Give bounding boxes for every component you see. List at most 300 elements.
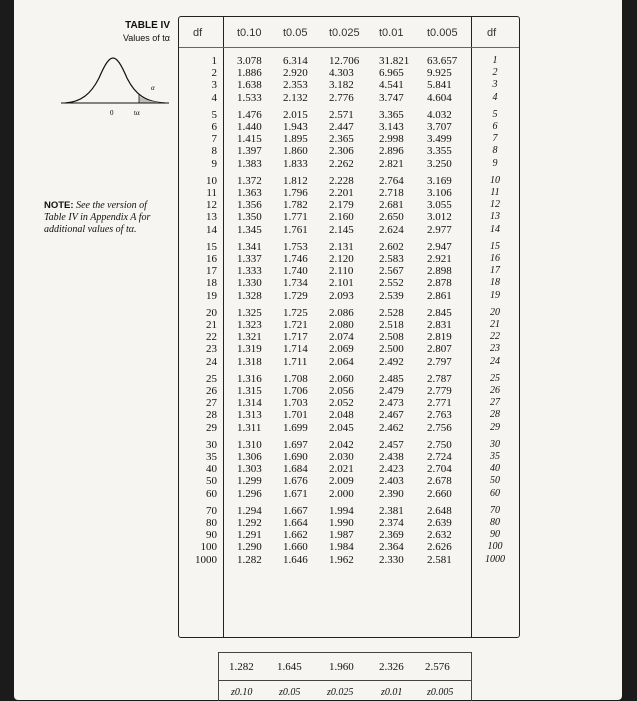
- row-df: 11: [206, 187, 217, 199]
- row-df: 15: [206, 240, 217, 253]
- row-value: 2.632: [427, 529, 452, 542]
- row-df: 7: [211, 133, 217, 146]
- row-value: 6.965: [379, 67, 404, 80]
- row-value: 1.397: [237, 145, 262, 158]
- row-value: 5.841: [427, 79, 452, 92]
- row-df: 70: [206, 504, 217, 517]
- row-df: 21: [206, 319, 217, 331]
- row-value: 1.638: [237, 79, 262, 92]
- table-row: [179, 488, 519, 500]
- row-value: 2.330: [379, 553, 404, 566]
- table-caption: [106, 20, 170, 44]
- row-value: 2.030: [329, 451, 354, 463]
- row-df-right: 2: [492, 67, 498, 79]
- table-row: [179, 373, 519, 385]
- row-df-right: 28: [490, 409, 500, 421]
- row-value: 2.819: [427, 331, 452, 344]
- row-value: 1.667: [283, 504, 308, 517]
- row-value: 2.060: [329, 372, 354, 385]
- row-df-right: 12: [490, 199, 500, 211]
- row-value: 4.032: [427, 108, 452, 121]
- row-value: 2.947: [427, 240, 452, 253]
- row-value: 1.676: [283, 475, 308, 488]
- table-row: [179, 133, 519, 145]
- row-value: 3.169: [427, 174, 452, 187]
- row-value: 2.447: [329, 121, 354, 133]
- row-value: 1.782: [283, 199, 308, 212]
- table-row: [179, 422, 519, 434]
- row-df: 26: [206, 385, 217, 397]
- row-value: 2.145: [329, 223, 354, 236]
- row-value: 2.583: [379, 253, 404, 265]
- row-df-right: 35: [490, 451, 500, 462]
- row-df-right: 23: [490, 343, 500, 355]
- row-value: 3.707: [427, 121, 452, 133]
- row-df: 10: [206, 174, 217, 187]
- header-df-right: df: [487, 27, 497, 39]
- row-value: 2.660: [427, 487, 452, 500]
- row-df: 19: [206, 289, 217, 302]
- table-row: [179, 187, 519, 199]
- row-value: 2.552: [379, 277, 404, 290]
- table-row: [179, 554, 519, 566]
- row-df: 5: [211, 108, 217, 121]
- row-value: 3.182: [329, 79, 354, 92]
- row-value: 2.896: [379, 145, 404, 158]
- row-df-right: 8: [492, 145, 498, 157]
- row-value: 1.318: [237, 355, 262, 368]
- row-value: 2.581: [427, 553, 452, 566]
- row-value: 2.228: [329, 174, 354, 187]
- row-value: 2.353: [283, 79, 308, 92]
- row-value: 1.734: [283, 277, 308, 290]
- row-df-right: 50: [490, 475, 500, 487]
- row-value: 1.533: [237, 91, 262, 104]
- row-df: 27: [206, 397, 217, 410]
- row-value: 1.319: [237, 343, 262, 356]
- row-value: 3.747: [379, 91, 404, 104]
- curve-t-alpha-label: tα: [134, 109, 140, 117]
- row-value: 2.977: [427, 223, 452, 236]
- table-page: [14, 0, 622, 700]
- row-df: 4: [211, 91, 217, 104]
- table-row: [179, 475, 519, 487]
- row-value: 2.056: [329, 385, 354, 397]
- row-value: 2.624: [379, 223, 404, 236]
- row-value: 2.898: [427, 265, 452, 278]
- row-value: 1.664: [283, 517, 308, 529]
- row-value: 2.423: [379, 463, 404, 476]
- row-value: 2.403: [379, 475, 404, 488]
- row-value: 9.925: [427, 67, 452, 80]
- row-df: 12: [206, 199, 217, 212]
- row-value: 2.009: [329, 475, 354, 488]
- row-value: 2.048: [329, 409, 354, 422]
- curve-alpha-label: α: [151, 84, 155, 92]
- row-df: 24: [206, 355, 217, 368]
- row-df-right: 30: [490, 438, 500, 450]
- row-value: 1.860: [283, 145, 308, 158]
- row-df: 28: [206, 409, 217, 422]
- row-value: 2.998: [379, 133, 404, 146]
- row-value: 1.328: [237, 289, 262, 302]
- row-value: 2.485: [379, 372, 404, 385]
- row-value: 1.303: [237, 463, 262, 476]
- row-value: 2.160: [329, 211, 354, 224]
- row-value: 1.292: [237, 517, 262, 529]
- row-value: 1.313: [237, 409, 262, 422]
- row-value: 3.078: [237, 55, 262, 67]
- row-value: 1.697: [283, 438, 308, 451]
- table-row: [179, 451, 519, 463]
- row-value: 2.861: [427, 289, 452, 302]
- row-value: 1.711: [283, 355, 308, 368]
- row-value: 2.080: [329, 319, 354, 331]
- row-df-right: 18: [490, 277, 500, 289]
- row-value: 2.042: [329, 438, 354, 451]
- table-row: [179, 439, 519, 451]
- t-table: [178, 16, 520, 638]
- row-df-right: 4: [492, 91, 498, 103]
- row-value: 1.282: [237, 553, 262, 566]
- row-value: 1.740: [283, 265, 308, 278]
- row-value: 2.681: [379, 199, 404, 212]
- row-value: 2.374: [379, 517, 404, 529]
- row-value: 1.771: [283, 211, 308, 224]
- row-value: 2.101: [329, 277, 354, 290]
- table-row: [179, 211, 519, 223]
- row-df: 3: [211, 79, 217, 92]
- note-text: See the version of Table IV in Appendix A for additional values of tα.: [44, 200, 151, 235]
- row-value: 2.381: [379, 504, 404, 517]
- row-value: 2.052: [329, 397, 354, 410]
- table-row: [179, 331, 519, 343]
- row-df: 29: [206, 421, 217, 434]
- table-row: [179, 277, 519, 289]
- row-df: 80: [206, 517, 217, 529]
- row-value: 4.541: [379, 79, 404, 92]
- row-value: 1.311: [237, 421, 262, 434]
- row-value: 2.479: [379, 385, 404, 397]
- row-df-right: 20: [490, 306, 500, 318]
- row-value: 2.807: [427, 343, 452, 356]
- row-value: 1.660: [283, 541, 308, 554]
- table-row: [179, 397, 519, 409]
- row-value: 2.201: [329, 187, 354, 199]
- row-df: 14: [206, 223, 217, 236]
- row-df: 13: [206, 211, 217, 224]
- z-value: 1.282: [229, 661, 254, 673]
- row-value: 1.341: [237, 240, 262, 253]
- row-value: 3.012: [427, 211, 452, 224]
- row-value: 1.306: [237, 451, 262, 463]
- row-df-right: 7: [492, 133, 498, 145]
- row-df-right: 21: [490, 319, 500, 330]
- row-df: 1000: [195, 553, 217, 566]
- row-df-right: 22: [490, 331, 500, 343]
- row-value: 2.797: [427, 355, 452, 368]
- row-value: 12.706: [329, 55, 360, 67]
- row-value: 3.250: [427, 157, 452, 170]
- row-value: 1.690: [283, 451, 308, 463]
- row-value: 1.962: [329, 553, 354, 566]
- row-value: 2.110: [329, 265, 354, 278]
- row-df-right: 6: [492, 121, 498, 132]
- row-value: 2.779: [427, 385, 452, 397]
- row-df: 16: [206, 253, 217, 265]
- table-subtitle: Values of tα: [122, 33, 170, 43]
- row-df-right: 15: [490, 240, 500, 252]
- table-row: [179, 253, 519, 265]
- row-df-right: 24: [490, 355, 500, 367]
- row-value: 4.303: [329, 67, 354, 80]
- row-df: 100: [200, 541, 217, 554]
- row-value: 1.310: [237, 438, 262, 451]
- row-value: 1.337: [237, 253, 262, 265]
- row-value: 1.356: [237, 199, 262, 212]
- row-value: 2.086: [329, 306, 354, 319]
- row-value: 1.701: [283, 409, 308, 422]
- table-row: [179, 92, 519, 104]
- row-value: 2.718: [379, 187, 404, 199]
- row-df: 22: [206, 331, 217, 344]
- row-df-right: 29: [490, 421, 500, 433]
- row-value: 2.650: [379, 211, 404, 224]
- curve-zero-label: 0: [110, 109, 114, 117]
- row-value: 2.764: [379, 174, 404, 187]
- z-label: z0.025: [327, 687, 354, 698]
- row-value: 2.064: [329, 355, 354, 368]
- row-value: 3.106: [427, 187, 452, 199]
- z-label: z0.05: [279, 687, 301, 698]
- row-value: 1.415: [237, 133, 262, 146]
- row-value: 31.821: [379, 55, 410, 67]
- row-value: 1.333: [237, 265, 262, 278]
- row-df-right: 5: [492, 108, 498, 120]
- row-df: 23: [206, 343, 217, 356]
- row-value: 1.753: [283, 240, 308, 253]
- row-value: 2.776: [329, 91, 354, 104]
- row-value: 1.717: [283, 331, 308, 344]
- table-row: [179, 505, 519, 517]
- row-value: 2.365: [329, 133, 354, 146]
- table-row: [179, 79, 519, 91]
- row-value: 2.787: [427, 372, 452, 385]
- row-value: 1.984: [329, 541, 354, 554]
- table-row: [179, 241, 519, 253]
- row-value: 1.440: [237, 121, 262, 133]
- table-row: [179, 145, 519, 157]
- row-value: 1.671: [283, 487, 308, 500]
- row-value: 2.920: [283, 67, 308, 80]
- table-row: [179, 121, 519, 133]
- row-df: 90: [206, 529, 217, 542]
- row-df-right: 60: [490, 487, 500, 499]
- row-value: 2.639: [427, 517, 452, 529]
- row-df-right: 100: [487, 541, 503, 553]
- z-value: 2.326: [379, 661, 404, 673]
- row-df: 17: [206, 265, 217, 278]
- row-value: 2.878: [427, 277, 452, 290]
- row-df-right: 26: [490, 385, 500, 396]
- row-value: 1.708: [283, 372, 308, 385]
- row-df: 6: [211, 121, 217, 133]
- table-row: [179, 55, 519, 67]
- row-df-right: 3: [492, 79, 498, 91]
- row-df: 1: [211, 55, 217, 67]
- row-df: 60: [206, 487, 217, 500]
- table-row: [179, 158, 519, 170]
- row-value: 2.021: [329, 463, 354, 476]
- row-value: 1.372: [237, 174, 262, 187]
- table-note: [44, 200, 164, 236]
- row-value: 2.492: [379, 355, 404, 368]
- note-lead: NOTE:: [44, 200, 74, 211]
- row-value: 1.296: [237, 487, 262, 500]
- row-value: 1.646: [283, 553, 308, 566]
- row-value: 2.120: [329, 253, 354, 265]
- row-value: 2.179: [329, 199, 354, 212]
- row-value: 1.350: [237, 211, 262, 224]
- row-value: 2.648: [427, 504, 452, 517]
- table-row: [179, 67, 519, 79]
- z-label: z0.01: [381, 687, 403, 698]
- z-value: 1.645: [277, 661, 302, 673]
- row-value: 1.476: [237, 108, 262, 121]
- row-value: 2.473: [379, 397, 404, 410]
- row-value: 1.725: [283, 306, 308, 319]
- row-value: 1.729: [283, 289, 308, 302]
- row-value: 1.943: [283, 121, 308, 133]
- row-df-right: 10: [490, 174, 500, 186]
- row-df-right: 9: [492, 157, 498, 169]
- row-value: 2.132: [283, 91, 308, 104]
- header-t0005: t0.005: [427, 27, 458, 39]
- row-value: 2.845: [427, 306, 452, 319]
- table-row: [179, 109, 519, 121]
- row-value: 1.290: [237, 541, 262, 554]
- row-df-right: 25: [490, 372, 500, 384]
- row-value: 1.684: [283, 463, 308, 476]
- row-value: 3.365: [379, 108, 404, 121]
- row-value: 2.571: [329, 108, 354, 121]
- row-value: 2.763: [427, 409, 452, 422]
- row-value: 2.500: [379, 343, 404, 356]
- row-value: 1.291: [237, 529, 262, 542]
- row-value: 1.761: [283, 223, 308, 236]
- row-df-right: 1000: [485, 553, 505, 565]
- row-value: 1.812: [283, 174, 308, 187]
- row-value: 6.314: [283, 55, 308, 67]
- row-value: 2.369: [379, 529, 404, 542]
- row-value: 2.508: [379, 331, 404, 344]
- row-value: 1.706: [283, 385, 308, 397]
- table-row: [179, 199, 519, 211]
- row-value: 1.714: [283, 343, 308, 356]
- row-df-right: 16: [490, 253, 500, 264]
- row-value: 2.462: [379, 421, 404, 434]
- table-title: TABLE IV: [125, 20, 170, 31]
- row-value: 3.499: [427, 133, 452, 146]
- table-row: [179, 343, 519, 355]
- row-value: 2.015: [283, 108, 308, 121]
- t-distribution-curve-icon: [61, 48, 171, 120]
- table-row: [179, 175, 519, 187]
- table-row: [179, 265, 519, 277]
- divider: [219, 680, 471, 681]
- row-value: 1.994: [329, 504, 354, 517]
- row-value: 1.315: [237, 385, 262, 397]
- row-df: 18: [206, 277, 217, 290]
- row-value: 2.093: [329, 289, 354, 302]
- row-value: 2.831: [427, 319, 452, 331]
- row-value: 1.299: [237, 475, 262, 488]
- row-value: 63.657: [427, 55, 458, 67]
- row-df: 9: [211, 157, 217, 170]
- row-value: 3.143: [379, 121, 404, 133]
- row-df-right: 14: [490, 223, 500, 235]
- row-value: 1.886: [237, 67, 262, 80]
- header-df: df: [193, 27, 203, 39]
- row-value: 2.771: [427, 397, 452, 410]
- row-df-right: 40: [490, 463, 500, 475]
- row-value: 2.921: [427, 253, 452, 265]
- row-value: 1.833: [283, 157, 308, 170]
- row-value: 1.321: [237, 331, 262, 344]
- row-value: 1.330: [237, 277, 262, 290]
- row-value: 1.746: [283, 253, 308, 265]
- row-value: 1.990: [329, 517, 354, 529]
- row-value: 2.045: [329, 421, 354, 434]
- row-value: 2.724: [427, 451, 452, 463]
- row-df-right: 27: [490, 397, 500, 409]
- row-df-right: 17: [490, 265, 500, 277]
- row-df-right: 11: [490, 187, 500, 198]
- row-value: 2.467: [379, 409, 404, 422]
- row-df: 40: [206, 463, 217, 476]
- row-value: 2.262: [329, 157, 354, 170]
- table-row: [179, 529, 519, 541]
- row-value: 1.895: [283, 133, 308, 146]
- row-df: 8: [211, 145, 217, 158]
- table-row: [179, 290, 519, 302]
- table-row: [179, 385, 519, 397]
- row-value: 1.323: [237, 319, 262, 331]
- row-value: 4.604: [427, 91, 452, 104]
- row-value: 2.539: [379, 289, 404, 302]
- row-df: 2: [211, 67, 217, 80]
- row-value: 1.699: [283, 421, 308, 434]
- row-value: 2.528: [379, 306, 404, 319]
- row-df-right: 19: [490, 289, 500, 301]
- row-value: 1.316: [237, 372, 262, 385]
- table-row: [179, 356, 519, 368]
- row-df-right: 90: [490, 529, 500, 541]
- row-value: 2.518: [379, 319, 404, 331]
- z-value: 2.576: [425, 661, 450, 673]
- row-value: 3.055: [427, 199, 452, 212]
- row-value: 2.756: [427, 421, 452, 434]
- row-df: 20: [206, 306, 217, 319]
- header-t010: t0.10: [237, 27, 262, 39]
- row-value: 2.821: [379, 157, 404, 170]
- row-value: 2.074: [329, 331, 354, 344]
- row-value: 2.704: [427, 463, 452, 476]
- row-df-right: 70: [490, 504, 500, 516]
- row-value: 2.602: [379, 240, 404, 253]
- table-row: [179, 224, 519, 236]
- row-value: 2.364: [379, 541, 404, 554]
